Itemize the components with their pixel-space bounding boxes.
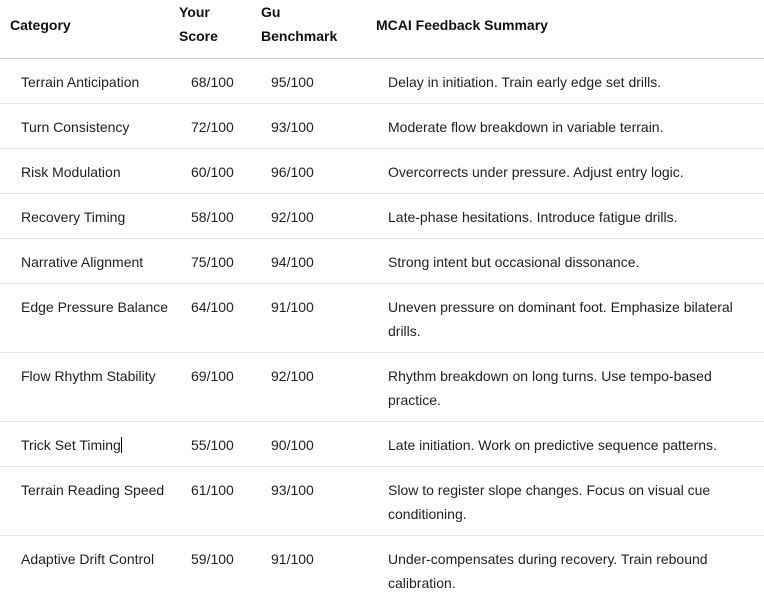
benchmark-cell: 92/100	[261, 194, 376, 239]
header-category: Category	[0, 0, 170, 59]
table-row	[0, 353, 764, 422]
category-cell: Edge Pressure Balance	[0, 284, 170, 353]
feedback-cell: Strong intent but occasional dissonance.	[376, 239, 764, 284]
table-row	[0, 536, 764, 596]
category-cell[interactable]	[0, 422, 170, 467]
table-row	[0, 59, 764, 104]
table-row	[0, 284, 764, 353]
table-row	[0, 194, 764, 239]
table-row	[0, 422, 764, 467]
feedback-cell: Uneven pressure on dominant foot. Emphasize bilateral drills.	[376, 284, 764, 353]
benchmark-cell: 92/100	[261, 353, 376, 422]
table-row	[0, 239, 764, 284]
table-row	[0, 149, 764, 194]
benchmark-cell: 93/100	[261, 104, 376, 149]
benchmark-cell: 95/100	[261, 59, 376, 104]
score-cell: 60/100	[170, 149, 261, 194]
benchmark-cell: 91/100	[261, 284, 376, 353]
score-cell: 61/100	[170, 467, 261, 536]
header-your-score: Your Score	[170, 0, 261, 59]
header-row	[0, 0, 764, 59]
category-text: Trick Set Timing	[21, 437, 121, 453]
header-benchmark: Gu Benchmark	[261, 0, 376, 59]
score-cell: 55/100	[170, 422, 261, 467]
feedback-cell: Rhythm breakdown on long turns. Use tempo-based practice.	[376, 353, 764, 422]
table-row	[0, 467, 764, 536]
table-row	[0, 104, 764, 149]
feedback-cell: Moderate flow breakdown in variable terrain.	[376, 104, 764, 149]
feedback-cell: Late-phase hesitations. Introduce fatigue drills.	[376, 194, 764, 239]
category-cell: Turn Consistency	[0, 104, 170, 149]
feedback-cell: Slow to register slope changes. Focus on visual cue conditioning.	[376, 467, 764, 536]
feedback-cell: Overcorrects under pressure. Adjust entry logic.	[376, 149, 764, 194]
category-cell: Narrative Alignment	[0, 239, 170, 284]
category-cell: Terrain Anticipation	[0, 59, 170, 104]
benchmark-cell: 90/100	[261, 422, 376, 467]
category-cell: Adaptive Drift Control	[21, 551, 155, 567]
header-feedback: MCAI Feedback Summary	[376, 0, 764, 59]
score-cell: 64/100	[170, 284, 261, 353]
score-cell: 68/100	[170, 59, 261, 104]
score-cell: 75/100	[170, 239, 261, 284]
category-cell: Flow Rhythm Stability	[0, 353, 170, 422]
benchmark-cell: 93/100	[261, 467, 376, 536]
feedback-cell: Under-compensates during recovery. Train rebound calibration.	[388, 551, 708, 591]
score-cell: 72/100	[170, 104, 261, 149]
benchmark-cell: 94/100	[261, 239, 376, 284]
feedback-cell: Delay in initiation. Train early edge set drills.	[376, 59, 764, 104]
category-cell: Risk Modulation	[0, 149, 170, 194]
benchmark-cell: 91/100	[271, 551, 314, 567]
score-cell: 58/100	[170, 194, 261, 239]
score-cell: 59/100	[191, 551, 234, 567]
score-cell: 69/100	[170, 353, 261, 422]
category-cell: Recovery Timing	[0, 194, 170, 239]
text-cursor	[121, 437, 123, 453]
feedback-cell: Late initiation. Work on predictive sequence patterns.	[376, 422, 764, 467]
category-cell: Terrain Reading Speed	[0, 467, 170, 536]
benchmark-cell: 96/100	[261, 149, 376, 194]
